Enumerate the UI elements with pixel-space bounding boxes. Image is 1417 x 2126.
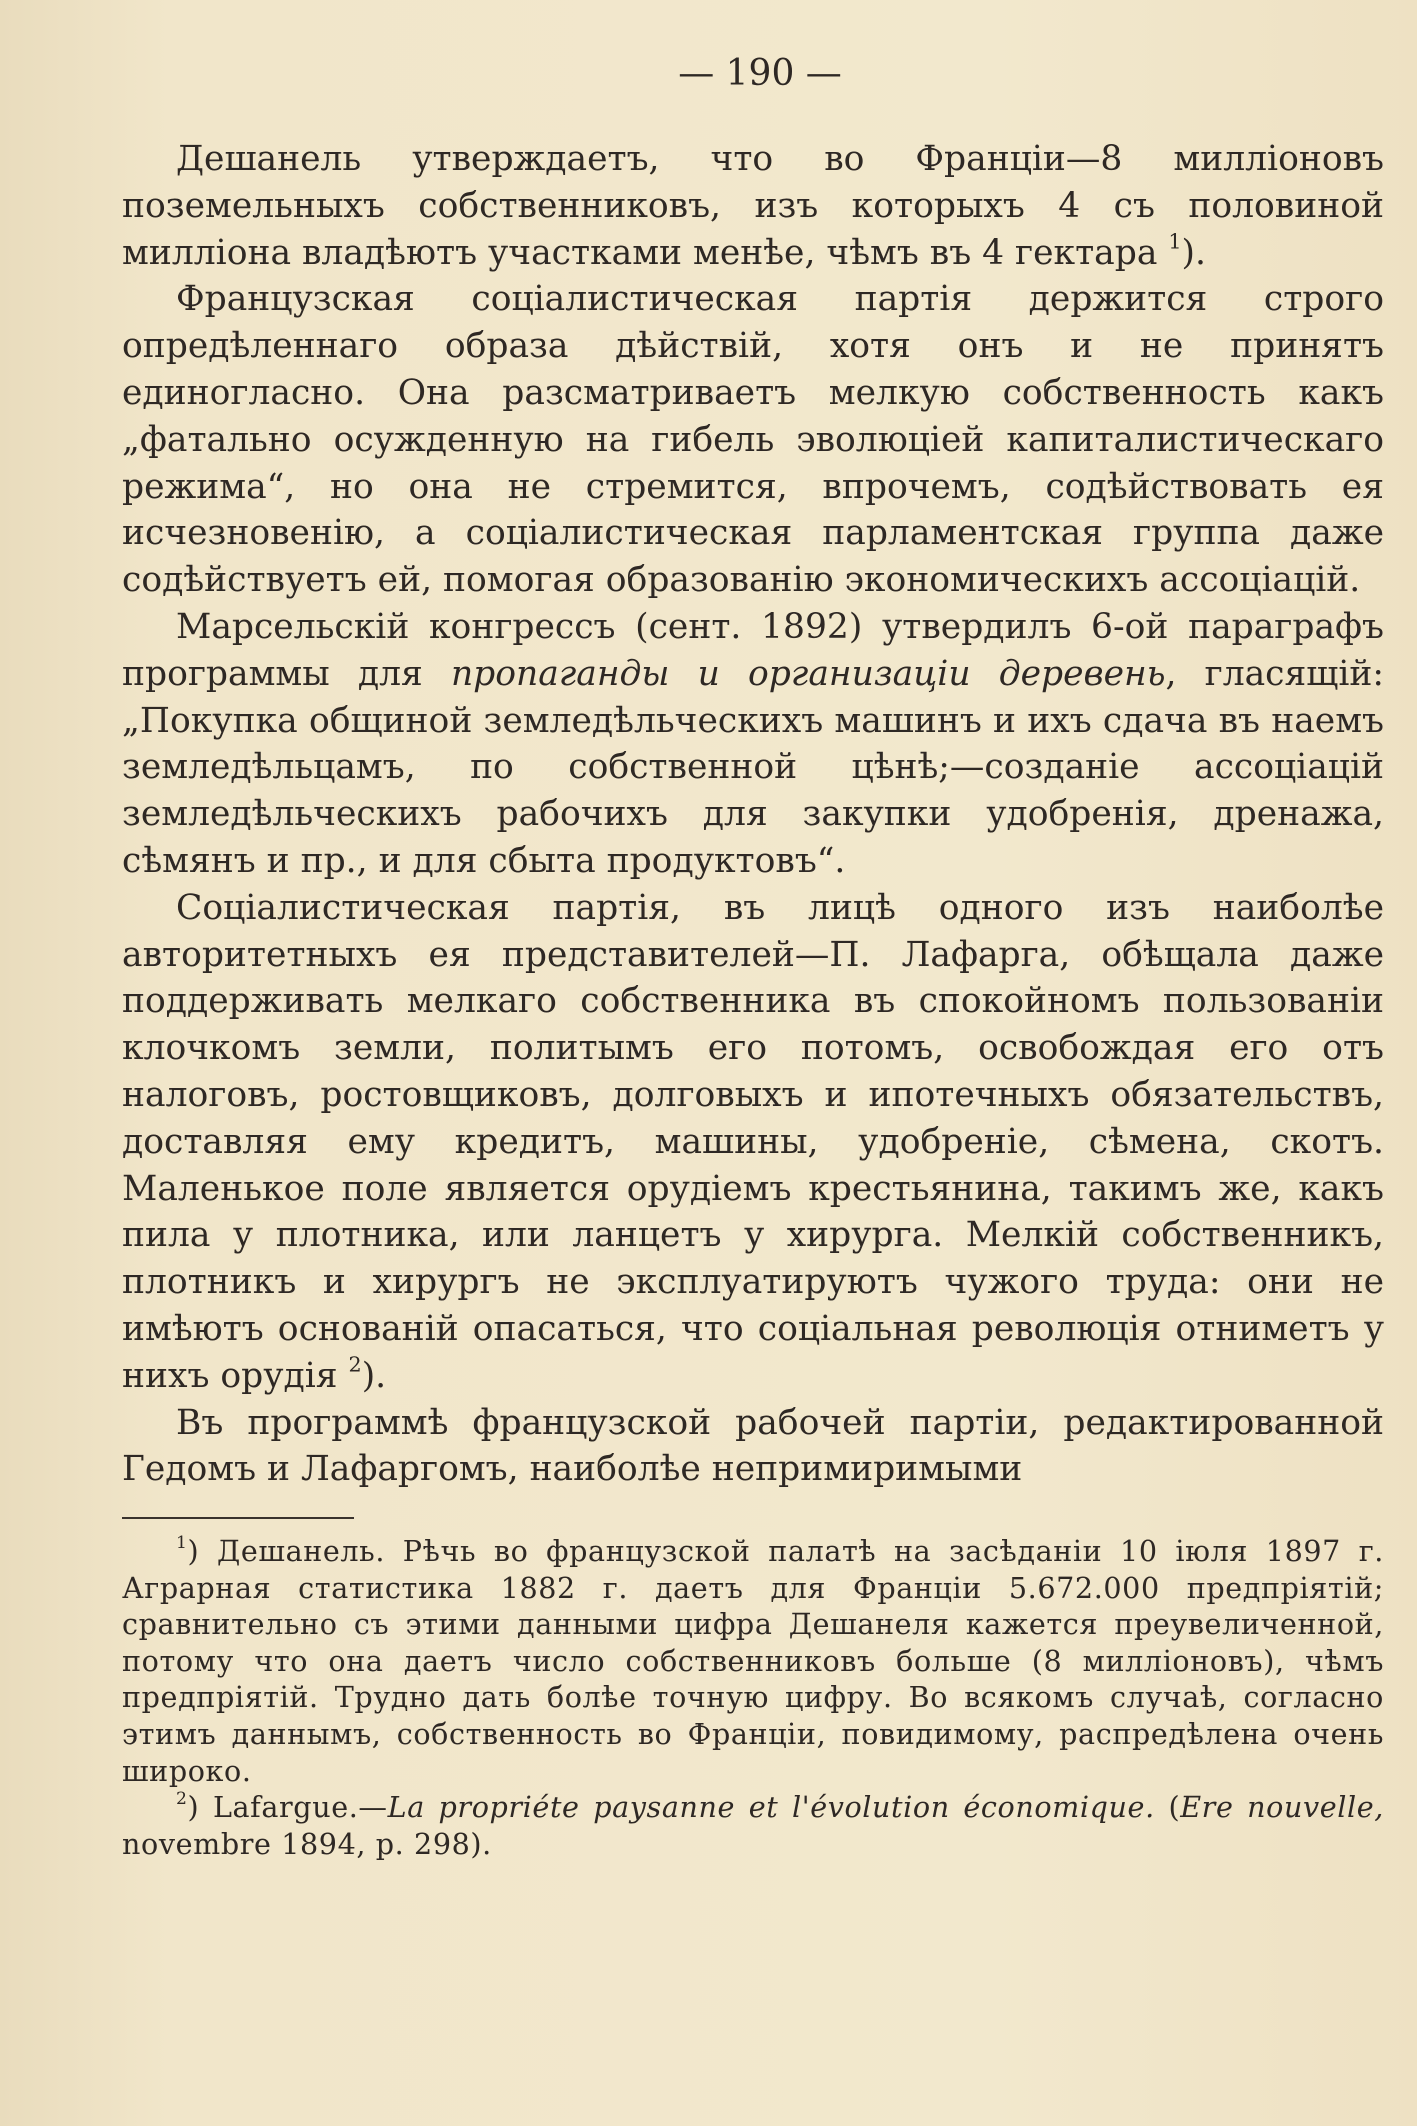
footnote-2-mark: 2 — [176, 1789, 188, 1810]
footnote-2-date: novembre 1894, p. 298). — [122, 1826, 492, 1861]
main-text — [122, 136, 1384, 1493]
paragraph-4-text: Соціалистическая партія, въ лицѣ одного изъ наиболѣе авторитетныхъ ея представителей—П. Лафарга, обѣщала даже поддерживать мелкаго собственника въ спокойномъ пользованіи клочкомъ земли, политымъ его потомъ, освобождая его отъ налоговъ, ростовщиковъ, долговыхъ и ипотечныхъ обязательствъ, доставляя ему кредитъ, машины, удобреніе, сѣмена, скотъ. Маленькое поле является орудіемъ крестьянина, такимъ же, какъ пила у плотника, или ланцетъ у хирурга. Мелкій собственникъ, плотникъ и хирургъ не эксплуатируютъ чужого труда: они не имѣютъ основаній опасаться, что соціальная революція отниметъ у нихъ орудія — [122, 887, 1384, 1396]
paragraph-3-text-a: Марсельскій конгрессъ (сент. 1892) утвердилъ 6-ой параграфъ программы для — [122, 606, 1384, 694]
footnote-2-author: ) Lafargue.— — [187, 1790, 388, 1825]
paragraph-4-end: ). — [361, 1355, 387, 1396]
paragraph-3-italic: пропаганды и организаціи деревень — [450, 653, 1166, 694]
paragraph-1 — [122, 136, 1384, 276]
footnotes — [122, 1533, 1384, 1862]
paragraph-4 — [122, 885, 1384, 1400]
paragraph-2: Французская соціалистическая партія держится строго опредѣленнаго образа дѣйствій, хотя онъ и не принятъ единогласно. Она разсматриваетъ мелкую собственность какъ „фатально осужденную на гибель эволюціей капиталистическаго режима“, но она не стремится, впрочемъ, содѣйствовать ея исчезновенію, а соціалистическая парламентская группа даже содѣйствуетъ ей, помогая образованію экономическихъ ассоціацій. — [122, 279, 1384, 601]
footnote-ref-1[interactable]: 1 — [1168, 229, 1182, 254]
footnote-1-text: ) Дешанель. Рѣчь во французской палатѣ на засѣданіи 10 іюля 1897 г. Аграрная статистика 1882 г. даетъ для Франціи 5.672.000 предпріятій; сравнительно съ этими данными цифра Дешанеля кажется преувеличенной, потому что она даетъ число собственниковъ больше (8 милліоновъ), чѣмъ предпріятій. Трудно дать болѣе точную цифру. Во всякомъ случаѣ, согласно этимъ даннымъ, собственность во Франціи, повидимому, распредѣлена очень широко. — [122, 1534, 1384, 1788]
paragraph-3 — [122, 604, 1384, 885]
footnote-divider — [122, 1517, 354, 1519]
footnote-2-journal: Ere nouvelle, — [1180, 1790, 1384, 1825]
paragraph-3-text-b: , гласящій: „Покупка общиной земледѣльческихъ машинъ и ихъ сдача въ наемъ земледѣльцамъ, по собственной цѣнѣ;—созданіе ассоціацій земледѣльческихъ рабочихъ для закупки удобренія, дренажа, сѣмянъ и пр., и для сбыта продуктовъ“. — [122, 653, 1384, 881]
footnote-2-title: La propriéte paysanne et l'évolution économique. — [387, 1790, 1155, 1825]
paragraph-5: Въ программѣ французской рабочей партіи, редактированной Гедомъ и Лафаргомъ, наиболѣе непримиримыми — [122, 1402, 1384, 1490]
footnote-2-paren: ( — [1154, 1790, 1181, 1825]
footnote-ref-2[interactable]: 2 — [348, 1352, 362, 1377]
footnote-1-mark: 1 — [176, 1533, 188, 1554]
paragraph-1-text: Дешанель утверждаетъ, что во Франціи—8 милліоновъ поземельныхъ собственниковъ, изъ которыхъ 4 съ половиной милліона владѣютъ участками менѣе, чѣмъ въ 4 гектара — [122, 139, 1384, 273]
footnote-2 — [122, 1789, 1384, 1862]
footnote-1 — [122, 1533, 1384, 1789]
page-number: — 190 — — [678, 53, 842, 94]
paragraph-1-end: ). — [1181, 232, 1206, 273]
